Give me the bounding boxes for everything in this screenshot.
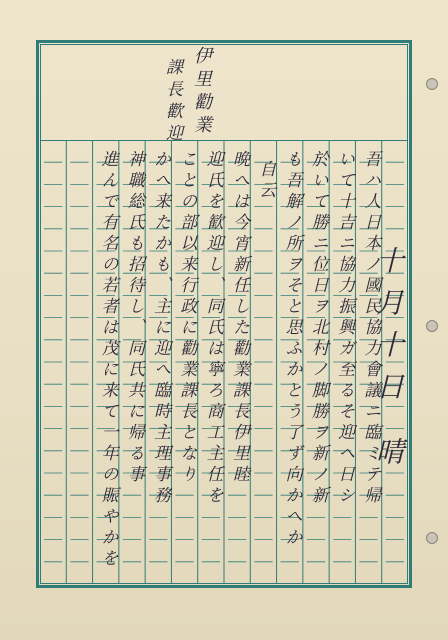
entry-date: 十月十日 晴 (372, 246, 405, 479)
body-column: 晩へは今宵新任した勸業課長伊里睦 (229, 150, 249, 486)
body-column: 自云 (255, 160, 276, 202)
body-column: ことの部以来行政に勸業課長となり (176, 150, 197, 486)
binding-hole-bottom (426, 532, 438, 544)
header-subtitle: 課長歡迎 (162, 58, 182, 146)
body-column: 神職総氏も招待し、同氏共に帰る事 (123, 150, 144, 486)
body-column: かへ来たかも、主に迎へ臨時主理事務 (150, 150, 171, 507)
binding-hole-top (426, 78, 438, 90)
binding-hole-middle (426, 320, 438, 332)
body-column: いて十吉ニ協力振興ガ至るそ迎ヘ日シ (334, 150, 355, 507)
body-column: も吾解ノ所ヲそと思ふかとう了ず向かへか (281, 150, 302, 549)
body-column: 於いて勝ニ位日ヲ北村ノ脚勝ヲ新ノ新 (307, 150, 328, 507)
body-column: 迎氏を歓迎し、同氏は寧ろ商工主任を (202, 150, 223, 507)
body-column: 吾ハ人日本ノ國民協力會議ニ臨ミテ帰 (360, 150, 381, 507)
body-column: 進んで有名の若者は茂に来て一年の賑やかを (97, 150, 118, 570)
header-title: 伊里勸業 (191, 46, 212, 138)
